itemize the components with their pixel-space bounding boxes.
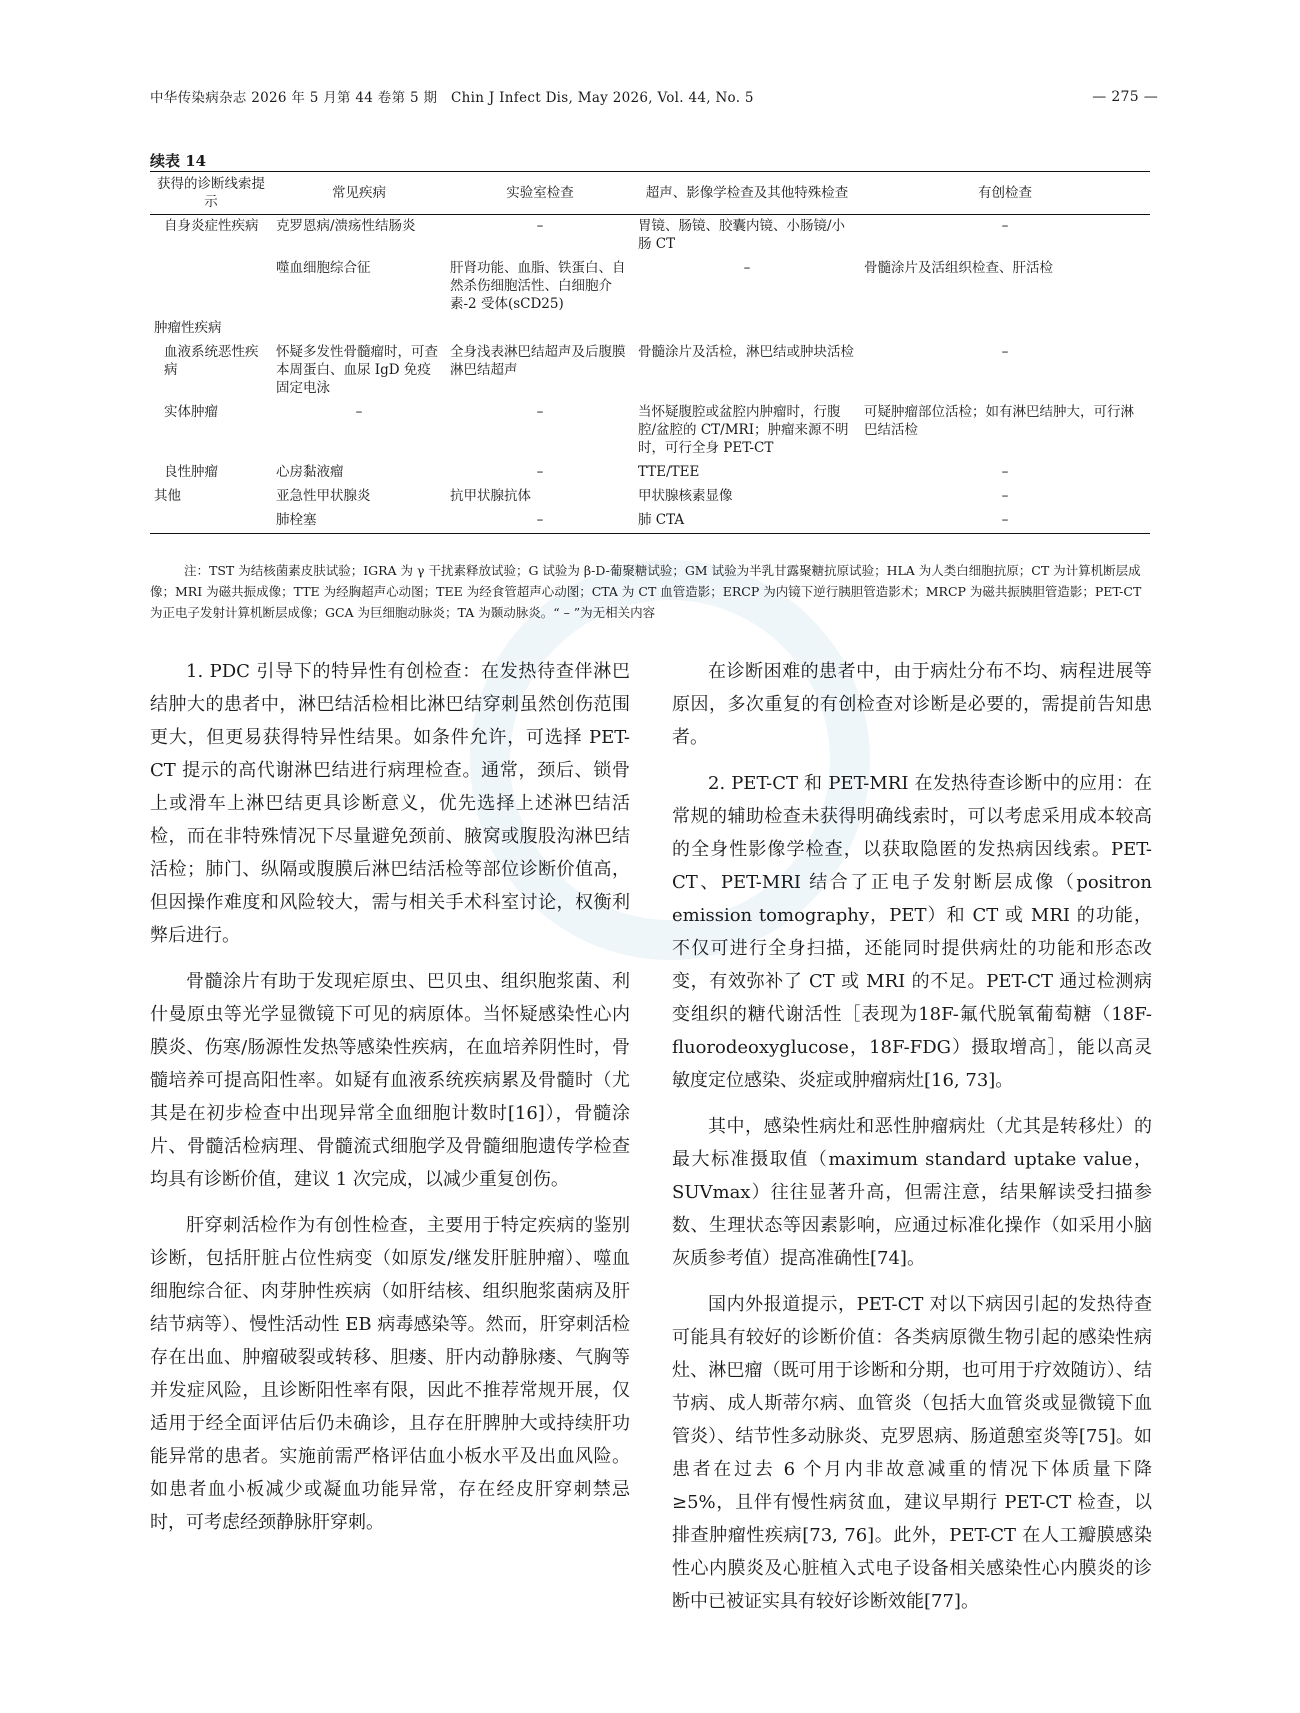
table-cell: 骨髓涂片及活检，淋巴结或肿块活检 (638, 344, 854, 360)
body-paragraph: 国内外报道提示，PET-CT 对以下病因引起的发热待查可能具有较好的诊断价值：各类病原微生物引起的感染性病灶、淋巴瘤（既可用于诊断和分期，也可用于疗效随访）、结节病、成人斯蒂尔病、血管炎（包括大血管炎或显微镜下血管炎）、结节性多动脉炎、克罗恩病、肠道憩室炎等[75]。如患者在过去 6 个月内非故意减重的情况下体质量下降≥5%，且伴有慢性病贫血，建议早期行 PET-CT 检查，以排查肿瘤性疾病[73, 76]。此外，PET-CT 在人工瓣膜感染性心内膜炎及心脏植入式电子设备相关感染性心内膜炎的诊断中已被证实具有较好诊断效能[77]。 (672, 1294, 1152, 1612)
table-cell: 骨髓涂片及活组织检查、肝活检 (864, 260, 1053, 276)
table-cell: TTE/TEE (638, 464, 700, 480)
table-row (150, 509, 1150, 534)
column-header: 超声、影像学检查及其他特殊检查 (634, 172, 860, 215)
journal-citation: 中华传染病杂志 2026 年 5 月第 44 卷第 5 期 Chin J Infect Dis, May 2026, Vol. 44, No. 5 (150, 90, 754, 106)
body-left-column (150, 655, 630, 1552)
table-row (150, 461, 1150, 485)
table-cell: 噬血细胞综合征 (276, 260, 371, 276)
table-cell (150, 257, 272, 317)
table-cell: – (536, 404, 544, 420)
column-header: 常见疾病 (272, 172, 446, 215)
table-cell: – (1001, 344, 1009, 360)
body-right-column (672, 655, 1152, 1631)
table-title: 续表 14 (150, 152, 207, 170)
running-header (150, 86, 1158, 112)
body-paragraph: 肝穿刺活检作为有创性检查，主要用于特定疾病的鉴别诊断，包括肝脏占位性病变（如原发/继发肝脏肿瘤）、噬血细胞综合征、肉芽肿性疾病（如肝结核、组织胞浆菌病及肝结节病等）、慢性活动性 EB 病毒感染等。然而，肝穿刺活检存在出血、肿瘤破裂或转移、胆瘘、肝内动静脉瘘、气胸等并发症风险，且诊断阳性率有限，因此不推荐常规开展，仅适用于经全面评估后仍未确诊，且存在肝脾肿大或持续肝功能异常的患者。实施前需严格评估血小板水平及出血风险。如患者血小板减少或凝血功能异常，存在经皮肝穿刺禁忌时，可考虑经颈静脉肝穿刺。 (150, 1215, 630, 1533)
table-cell: 克罗恩病/溃疡性结肠炎 (276, 218, 416, 234)
table-cell: – (1001, 464, 1009, 480)
table-cell: 肺栓塞 (272, 509, 446, 534)
table-cell: 良性肿瘤 (164, 464, 218, 480)
table-row (150, 485, 1150, 509)
table-cell: 亚急性甲状腺炎 (276, 488, 371, 504)
column-header: 有创检查 (860, 172, 1150, 215)
table-cell: 当怀疑腹腔或盆腔内肿瘤时，行腹腔/盆腔的 CT/MRI；肿瘤来源不明时，可行全身 PET-CT (638, 404, 849, 456)
table-cell: – (1001, 488, 1009, 504)
table-cell (634, 317, 860, 341)
table-cell (272, 317, 446, 341)
table-row (150, 257, 1150, 317)
table-cell: 甲状腺核素显像 (638, 488, 733, 504)
table-cell (150, 509, 272, 534)
column-header: 获得的诊断线索提示 (150, 172, 272, 215)
table-footnote: 注：TST 为结核菌素皮肤试验；IGRA 为 γ 干扰素释放试验；G 试验为 β-D-葡聚糖试验；GM 试验为半乳甘露聚糖抗原试验；HLA 为人类白细胞抗原；CT 为计算机断层成像；MRI 为磁共振成像；TTE 为经胸超声心动图；TEE 为经食管超声心动图；CTA 为 CT 血管造影；ERCP 为内镜下逆行胰胆管造影术；MRCP 为磁共振胰胆管造影；PET-CT 为正电子发射计算机断层成像；GCA 为巨细胞动脉炎；TA 为颞动脉炎。“ – ”为无相关内容 (150, 563, 1142, 620)
table-cell: 实体肿瘤 (164, 404, 218, 420)
body-paragraph: 在诊断困难的患者中，由于病灶分布不均、病程进展等原因，多次重复的有创检查对诊断是必要的，需提前告知患者。 (672, 661, 1152, 748)
table-row (150, 341, 1150, 401)
table-row (150, 401, 1150, 461)
diagnosis-table (150, 171, 1150, 534)
table-cell (860, 317, 1150, 341)
table-cell: – (860, 509, 1150, 534)
table-cell: 肝肾功能、血脂、铁蛋白、自然杀伤细胞活性、白细胞介素-2 受体(sCD25) (450, 260, 626, 312)
table-cell: 肿瘤性疾病 (154, 320, 222, 336)
table-cell: 其他 (154, 488, 181, 504)
table-cell: – (355, 404, 363, 420)
page-number: — 275 — (1092, 89, 1158, 105)
table-cell (446, 317, 634, 341)
body-paragraph: 骨髓涂片有助于发现疟原虫、巴贝虫、组织胞浆菌、利什曼原虫等光学显微镜下可见的病原体。当怀疑感染性心内膜炎、伤寒/肠源性发热等感染性疾病，在血培养阴性时，骨髓培养可提高阳性率。如疑有血液系统疾病累及骨髓时（尤其是在初步检查中出现异常全血细胞计数时[16]），骨髓涂片、骨髓活检病理、骨髓流式细胞学及骨髓细胞遗传学检查均具有诊断价值，建议 1 次完成，以减少重复创伤。 (150, 971, 630, 1190)
body-paragraph: 2. PET-CT 和 PET-MRI 在发热待查诊断中的应用：在常规的辅助检查未获得明确线索时，可以考虑采用成本较高的全身性影像学检查，以获取隐匿的发热病因线索。PET-CT、PET-MRI 结合了正电子发射断层成像（positron emission tomography，PET）和 CT 或 MRI 的功能，不仅可进行全身扫描，还能同时提供病灶的功能和形态改变，有效弥补了 CT 或 MRI 的不足。PET-CT 通过检测病变组织的糖代谢活性［表现为18F-氟代脱氧葡萄糖（18F-fluorodeoxyglucose，18F-FDG）摄取增高］，能以高灵敏度定位感染、炎症或肿瘤病灶[16, 73]。 (672, 773, 1152, 1091)
table-cell: – (1001, 218, 1009, 234)
table-cell: 肺 CTA (634, 509, 860, 534)
body-paragraph: 1. PDC 引导下的特异性有创检查：在发热待查伴淋巴结肿大的患者中，淋巴结活检相比淋巴结穿刺虽然创伤范围更大，但更易获得特异性结果。如条件允许，可选择 PET-CT 提示的高代谢淋巴结进行病理检查。通常，颈后、锁骨上或滑车上淋巴结更具诊断意义，优先选择上述淋巴结活检，而在非特殊情况下尽量避免颈前、腋窝或腹股沟淋巴结活检；肺门、纵隔或腹膜后淋巴结活检等部位诊断价值高，但因操作难度和风险较大，需与相关手术科室讨论，权衡利弊后进行。 (150, 661, 630, 946)
body-paragraph: 其中，感染性病灶和恶性肿瘤病灶（尤其是转移灶）的最大标准摄取值（maximum standard uptake value，SUVmax）往往显著升高，但需注意，结果解读受扫描参数、生理状态等因素影响，应通过标准化操作（如采用小脑灰质参考值）提高准确性[74]。 (672, 1116, 1152, 1269)
table-cell: 抗甲状腺抗体 (450, 488, 531, 504)
table-cell: 自身炎症性疾病 (164, 218, 259, 234)
table-header-row (150, 172, 1150, 215)
table-cell: 胃镜、肠镜、胶囊内镜、小肠镜/小肠 CT (638, 218, 846, 252)
table-cell: 全身浅表淋巴结超声及后腹膜淋巴结超声 (450, 344, 626, 378)
table-cell: 怀疑多发性骨髓瘤时，可查本周蛋白、血尿 IgD 免疫固定电泳 (276, 344, 438, 396)
column-header: 实验室检查 (446, 172, 634, 215)
table-cell: 心房黏液瘤 (276, 464, 344, 480)
table-cell: – (743, 260, 751, 276)
table-cell: – (536, 464, 544, 480)
table-cell: – (536, 218, 544, 234)
table-cell: 血液系统恶性疾病 (164, 344, 259, 378)
table-row (150, 215, 1150, 258)
table-cell: – (446, 509, 634, 534)
table-cell: 可疑肿瘤部位活检；如有淋巴结肿大，可行淋巴结活检 (864, 404, 1134, 438)
table-row (150, 317, 1150, 341)
